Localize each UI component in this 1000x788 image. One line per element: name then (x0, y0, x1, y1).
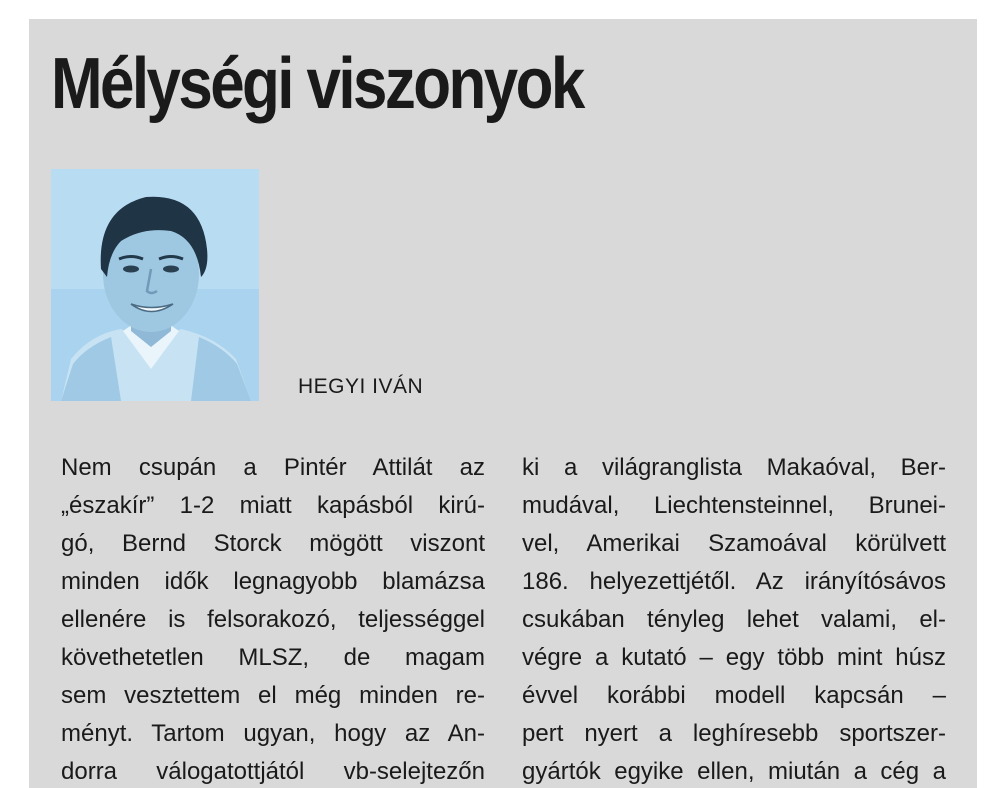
body-column-right (522, 449, 946, 788)
body-line: ményt. Tartom ugyan, hogy az An- (61, 720, 485, 747)
body-line: gó, Bernd Storck mögött viszont (61, 530, 485, 557)
author-byline: HEGYI IVÁN (298, 375, 424, 398)
body-line: sem vesztettem el még minden re- (61, 682, 485, 709)
body-line: minden idők legnagyobb blamázsa (61, 568, 485, 595)
body-line: ellenére is felsorakozó, teljességgel (61, 606, 485, 633)
body-line: pert nyert a leghíresebb sportszer- (522, 720, 946, 747)
body-line: végre a kutató – egy több mint húsz (522, 644, 946, 671)
article (29, 19, 977, 788)
body-line: vel, Amerikai Szamoával körülvett (522, 530, 946, 557)
body-column-left (61, 449, 485, 788)
author-portrait-photo (51, 169, 259, 401)
body-line: évvel korábbi modell kapcsán – (522, 682, 946, 709)
headline: Mélységi viszonyok (51, 44, 583, 124)
body-line: ki a világranglista Makaóval, Ber- (522, 454, 946, 481)
body-line: gyártók egyike ellen, miután a cég a (522, 758, 946, 785)
body-line: 186. helyezettjétől. Az irányítósávos (522, 568, 946, 595)
body-line: Nem csupán a Pintér Attilát az (61, 454, 485, 481)
body-line: dorra válogatottjától vb-selejtezőn (61, 758, 485, 785)
body-line: csukában tényleg lehet valami, el- (522, 606, 946, 633)
body-line: követhetetlen MLSZ, de magam (61, 644, 485, 671)
body-line: mudával, Liechtensteinnel, Brunei- (522, 492, 946, 519)
body-line: „északír” 1-2 miatt kapásból kirú- (61, 492, 485, 519)
